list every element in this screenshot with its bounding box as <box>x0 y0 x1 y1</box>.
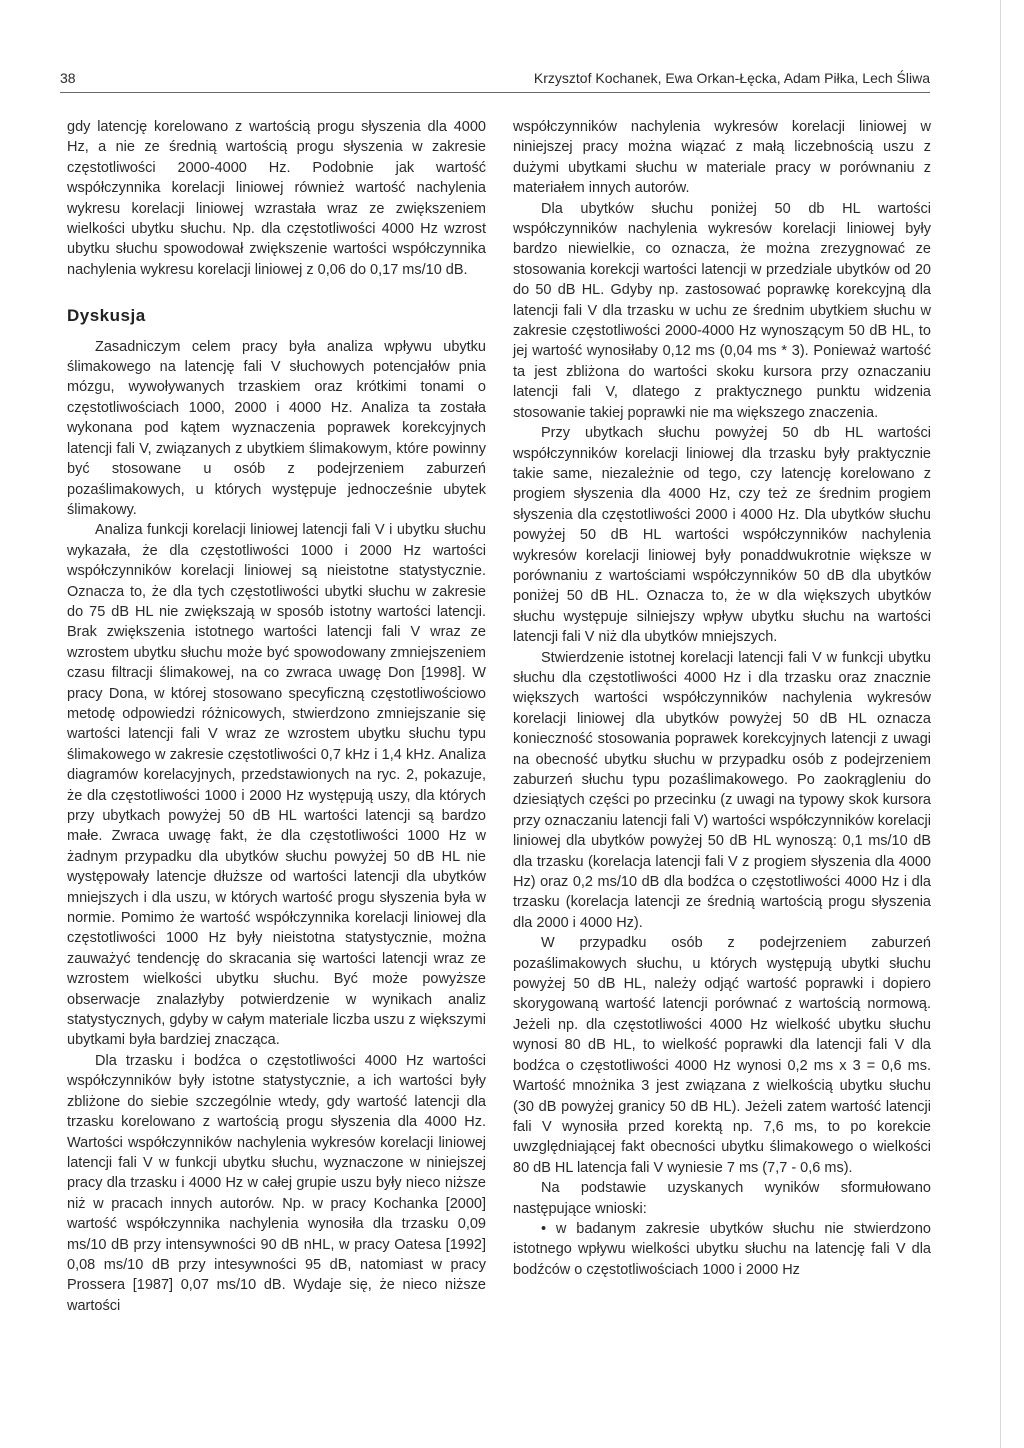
right-paragraph-1: Dla ubytków słuchu poniżej 50 db HL wartości współczynników nachylenia wykresów korelacji liniowej były bardzo niewielkie, co oznacza, że można zrezygnować ze stosowania korekcji wartości latencji w przedziale ubytków od 20 do 50 dB HL. Gdyby np. zastosować poprawkę korekcyjną dla latencji fali V dla trzasku w uchu ze średnim ubytkiem słuchu w zakresie częstotliwości 2000-4000 Hz wynoszącym 50 dB HL, to jej wartość wynosiłaby 0,12 ms (0,04 ms * 3). Ponieważ wartość ta jest zbliżona do wartości skoku kursora przy oznaczaniu latencji fali V, dlatego z praktycznego punktu widzenia stosowanie takiej poprawki nie ma większego znaczenia. <box>513 200 931 421</box>
right-paragraph-2: Przy ubytkach słuchu powyżej 50 db HL wartości współczynników korelacji liniowej dla trzasku były praktycznie takie same, niezależnie od tego, czy latencję korelowano z progiem słyszenia dla 4000 Hz, czy też ze średnim progiem słyszenia dla częstotliwości 2000 i 4000 Hz. Dla ubytków słuchu powyżej 50 dB HL wartości współczynników nachylenia wykresów korelacji liniowej były ponaddwukrotnie większe w porównaniu z wartościami współczynników 50 dB dla ubytków poniżej 50 dB HL. Oznacza to, że w dla większych ubytków słuchu występuje silniejszy wpływ ubytku słuchu na wartości latencji fali V niż dla ubytków mniejszych. <box>513 425 931 646</box>
left-paragraph-2: Analiza funkcji korelacji liniowej latencji fali V i ubytku słuchu wykazała, że dla częstotliwości 1000 i 2000 Hz wartości współczynników korelacji liniowej są nieistotne statystycznie. Oznacza to, że dla tych częstotliwości ubytki słuchu w zakresie do 75 dB HL nie zwiększają w sposób istotny wartości latencji. Brak zwiększenia istotnego wartości latencji fali V wraz ze wzrostem ubytku słuchu może być spowodowany zmniejszeniem czasu filtracji ślimakowej, na co zwraca uwagę Don [1998]. W pracy Dona, w której stosowano specyficzną częstotliwościowo metodę odpowiedzi różnicowych, stwierdzono zmniejszanie się wartości latencji fali V wraz ze wzrostem ubytku słuchu typu ślimakowego w zakresie częstotliwości 0,7 kHz i 1,4 kHz. Analiza diagramów korelacyjnych, przedstawionych na ryc. 2, pokazuje, że dla częstotliwości 1000 i 2000 Hz występują uszy, dla których przy ubytkach powyżej 50 dB HL wartości latencji są bardzo małe. Zwraca uwagę fakt, że dla częstotliwości 1000 Hz w żadnym przypadku dla ubytków słuchu powyżej 50 dB HL nie występowały latencje dłuższe od wartości latencji dla ubytków mniejszych i dla uszu, w których wartość progu słyszenia była w normie. Pomimo że wartość współczynnika korelacji liniowej dla częstotliwości 1000 Hz były nieistotna statystycznie, można zauważyć tendencję do skracania się wartości latencji wraz ze wzrostem wielkości ubytku słuchu. Być może powyższe obserwacje znalazłyby potwierdzenie w wynikach analiz statystycznych, gdyby w całym materiale liczba uszu z większymi ubytkami była bardziej znacząca. <box>67 522 486 1049</box>
left-paragraph-1: Zasadniczym celem pracy była analiza wpływu ubytku ślimakowego na latencję fali V słuchowych potencjałów pnia mózgu, wywoływanych trzaskiem oraz krótkimi tonami o częstotliwościach 1000, 2000 i 4000 Hz. Analiza ta została wykonana pod kątem wyznaczenia poprawek korekcyjnych latencji fali V, związanych z ubytkiem ślimakowym, które powinny być stosowane u osób z podejrzeniem zaburzeń pozaślimakowych, u których występuje jednocześnie ubytek ślimakowy. <box>67 338 486 518</box>
right-paragraph-3: Stwierdzenie istotnej korelacji latencji fali V w funkcji ubytku słuchu dla częstotliwości 4000 Hz i dla trzasku oraz znacznie większych wartości współczynników nachylenia wykresów korelacji liniowej dla ubytków powyżej 50 dB HL oznacza konieczność stosowania poprawek korekcyjnych latencji z uwagi na obecność ubytku słuchu w przypadku osób z podejrzeniem zaburzeń słuchu typu pozaślimakowego. Po zaokrągleniu do dziesiątych części po przecinku (z uwagi na typowy skok kursora przy oznaczaniu latencji fali V) wartości współczynników korelacji liniowej dla ubytków powyżej 50 dB HL wynoszą: 0,1 ms/10 dB dla trzasku (korelacja latencji fali V z progiem słyszenia dla 4000 Hz) oraz 0,2 ms/10 dB dla bodźca o częstotliwości 4000 Hz i dla trzasku (korelacja latencji ze średnią wartością progu słyszenia dla 2000 i 4000 Hz). <box>513 649 931 931</box>
header-rule <box>60 92 930 93</box>
section-heading-discussion: Dyskusja <box>67 306 146 326</box>
page-edge-line <box>1000 0 1001 1448</box>
running-head-authors: Krzysztof Kochanek, Ewa Orkan-Łęcka, Adam Piłka, Lech Śliwa <box>533 70 930 86</box>
right-paragraph-5: Na podstawie uzyskanych wyników sformułowano następujące wnioski: <box>513 1180 931 1217</box>
conclusion-bullet-item: • w badanym zakresie ubytków słuchu nie stwierdzono istotnego wpływu wielkości ubytku słuchu na latencję fali V dla bodźców o częstotliwościach 1000 i 2000 Hz <box>513 1220 931 1278</box>
left-paragraph-3: Dla trzasku i bodźca o częstotliwości 4000 Hz wartości współczynników były istotne statystycznie, a ich wartości były zbliżone do siebie szczególnie wtedy, gdy wartość latencji dla trzasku korelowano z wartością progu słyszenia dla 4000 Hz. Wartości współczynników nachylenia wykresów korelacji liniowej latencji fali V w funkcji ubytku słuchu, wyznaczone w niniejszej pracy dla trzasku i 4000 Hz w całej grupie uszu były nieco niższe niż w pracach innych autorów. Np. w pracy Kochanka [2000] wartość współczynnika nachylenia wynosiła dla trzasku 0,09 ms/10 dB przy intensywności 90 dB nHL, w pracy Oatesa [1992] 0,08 ms/10 dB przy intesywności 95 dB, natomiast w pracy Prossera [1987] 0,07 ms/10 dB. Wydaje się, że nieco niższe wartości <box>67 1052 486 1314</box>
right-opening-paragraph: współczynników nachylenia wykresów korelacji liniowej w niniejszej pracy można wiązać z małą liczebnością uszu z dużymi ubytkami słuchu w materiale pracy w porównaniu z materiałem innych autorów. <box>513 119 931 197</box>
page-number: 38 <box>60 70 76 86</box>
right-paragraph-4: W przypadku osób z podejrzeniem zaburzeń pozaślimakowych słuchu, u których występują ubytki słuchu powyżej 50 dB HL, należy odjąć wartość poprawki i dopiero skorygowaną wartość latencji porównać z wartością normową. Jeżeli np. dla częstotliwości 4000 Hz wielkość ubytku słuchu wynosi 80 dB HL, to wielkość poprawki dla latencji fali V dla bodźca o częstotliwości 4000 Hz wynosi 0,2 ms x 3 = 0,6 ms. Wartość mnożnika 3 jest związana z wielkością ubytku słuchu (30 dB powyżej granicy 50 dB HL). Jeżeli zatem wartość latencji fali V wynosiła przed korektą np. 7,6 ms, to po korekcie uwzględniającej fakt obecności ubytku ślimakowego o wielkości 80 dB HL latencja fali V wyniesie 7 ms (7,7 - 0,6 ms). <box>513 935 931 1176</box>
left-opening-paragraph: gdy latencję korelowano z wartością progu słyszenia dla 4000 Hz, a nie ze średnią wartością progu słyszenia w zakresie częstotliwości 2000-4000 Hz. Podobnie jak wartość współczynnika korelacji liniowej również wartość nachylenia wykresu korelacji liniowej wzrastała wraz ze zwiększeniem wielkości ubytku słuchu. Np. dla częstotliwości 4000 Hz wzrost ubytku słuchu spowodował zwiększenie wartości współczynnika nachylenia wykresu korelacji liniowej z 0,06 do 0,17 ms/10 dB. <box>67 119 486 278</box>
left-column <box>67 117 486 1316</box>
right-column <box>513 117 931 1280</box>
